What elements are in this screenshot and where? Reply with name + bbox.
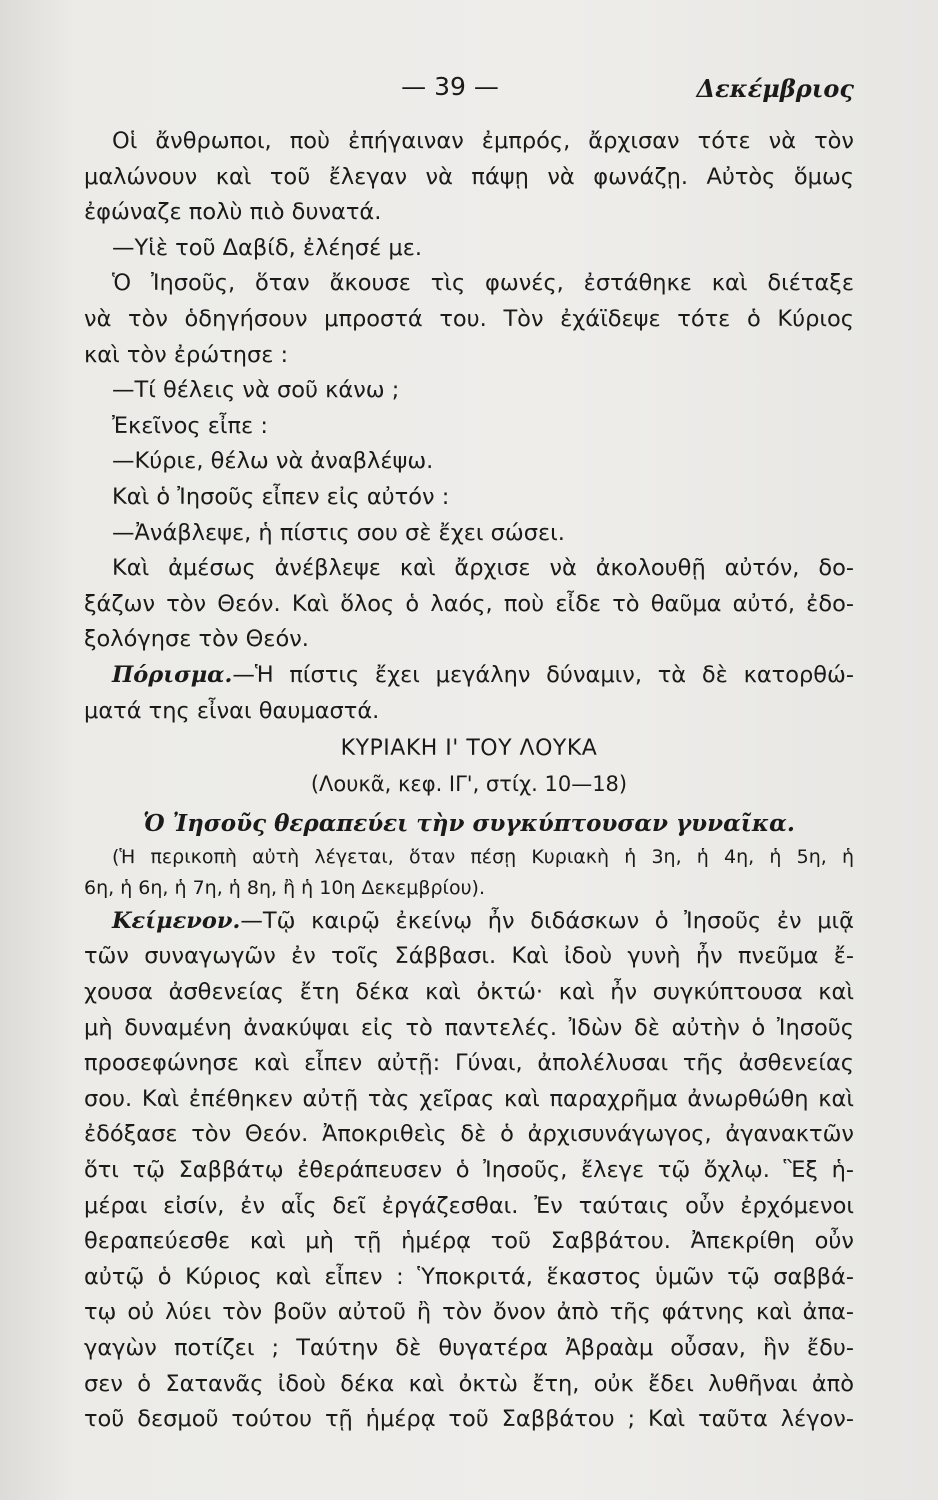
text-line: ξολόγησε τὸν Θεόν. — [84, 626, 309, 653]
scripture-line: ὅτι τῷ Σαββάτῳ ἐθεράπευσεν ὁ Ἰησοῦς, ἔλεγε τῷ ὄχλῳ. Ἓξ ἡ- — [84, 1157, 854, 1184]
text-line: Οἱ ἄνθρωποι, ποὺ ἐπήγαιναν ἐμπρός, ἄρχισαν τότε νὰ τὸν — [112, 128, 854, 154]
scripture-line: τῳ οὐ λύει τὸν βοῦν αὐτοῦ ἢ τὸν ὄνον ἀπὸ τῆς φάτνης καὶ ἀπα- — [84, 1299, 854, 1326]
scripture-label: Κείμενον. — [112, 907, 241, 934]
dialogue-line: —Κύριε, θέλω νὰ ἀναβλέψω. — [112, 448, 434, 475]
text-line: Καὶ ἀμέσως ἀνέβλεψε καὶ ἄρχισε νὰ ἀκολουθῇ αὐτόν, δο- — [112, 555, 854, 582]
scripture-text: —Τῷ καιρῷ ἐκείνῳ ἦν διδάσκων ὁ Ἰησοῦς ἐν μιᾷ — [240, 907, 854, 934]
scripture-reference: (Λουκᾶ, κεφ. ΙΓ', στίχ. 10—18) — [310, 771, 628, 796]
text-line: μαλώνουν καὶ τοῦ ἔλεγαν νὰ πάψῃ νὰ φωνάζῃ. Αὐτὸς ὅμως — [84, 163, 854, 190]
section-title: Ὁ Ἰησοῦς θεραπεύει τὴν συγκύπτουσαν γυναῖκα. — [143, 810, 795, 838]
text-line: ξάζων τὸν Θεόν. Καὶ ὅλος ὁ λαός, ποὺ εἶδε τὸ θαῦμα αὐτό, ἐδο- — [84, 590, 854, 617]
page-header — [0, 72, 938, 112]
scripture-line — [84, 904, 854, 940]
text-line: Καὶ ὁ Ἰησοῦς εἶπεν εἰς αὐτόν : — [112, 483, 450, 510]
text-line: ματά της εἶναι θαυμαστά. — [84, 697, 380, 724]
scripture-line: σου. Καὶ ἐπέθηκεν αὐτῇ τὰς χεῖρας καὶ παραχρῆμα ἀνωρθώθη καὶ — [84, 1085, 854, 1112]
note-line: 6η, ἡ 6η, ἡ 7η, ἡ 8η, ἢ ἡ 10η Δεκεμβρίου). — [84, 876, 486, 899]
scripture-line: προσεφώνησε καὶ εἶπεν αὐτῇ: Γύναι, ἀπολέλυσαι τῆς ἀσθενείας — [84, 1050, 854, 1077]
scripture-line: μὴ δυναμένη ἀνακύψαι εἰς τὸ παντελές. Ἰδὼν δὲ αὐτὴν ὁ Ἰησοῦς — [84, 1014, 854, 1041]
scripture-line: χουσα ἀσθενείας ἔτη δέκα καὶ ὀκτώ· καὶ ἦν συγκύπτουσα καὶ — [84, 979, 854, 1006]
section-heading: ΚΥΡΙΑΚΗ Ι' ΤΟΥ ΛΟΥΚΑ — [340, 736, 598, 762]
page-number: — 39 — — [401, 72, 499, 101]
corollary-text: —Ἡ πίστις ἔχει μεγάλην δύναμιν, τὰ δὲ κατορθώ- — [232, 661, 854, 688]
text-line: Ὁ Ἰησοῦς, ὅταν ἄκουσε τὶς φωνές, ἐστάθηκε καὶ διέταξε — [112, 270, 854, 297]
text-line: Ἐκεῖνος εἶπε : — [112, 412, 268, 439]
running-head-month: Δεκέμβριος — [696, 74, 854, 103]
scripture-line: τῶν συναγωγῶν ἐν τοῖς Σάββασι. Καὶ ἰδοὺ γυνὴ ἦν πνεῦμα ἔ- — [84, 943, 854, 970]
dialogue-line: —Υἱὲ τοῦ Δαβίδ, ἐλέησέ με. — [112, 234, 423, 261]
scripture-line: σεν ὁ Σατανᾶς ἰδοὺ δέκα καὶ ὀκτὼ ἔτη, οὐκ ἔδει λυθῆναι ἀπὸ — [84, 1370, 854, 1397]
scripture-line: αὐτῷ ὁ Κύριος καὶ εἶπεν : Ὑποκριτά, ἕκαστος ὑμῶν τῷ σαββά- — [84, 1263, 854, 1290]
scripture-line: ἐδόξασε τὸν Θεόν. Ἀποκριθεὶς δὲ ὁ ἀρχισυνάγωγος, ἀγανακτῶν — [84, 1121, 854, 1148]
scripture-line: θεραπεύεσθε καὶ μὴ τῇ ἡμέρᾳ τοῦ Σαββάτου. Ἀπεκρίθη οὖν — [84, 1228, 854, 1255]
text-line: καὶ τὸν ἐρώτησε : — [84, 341, 289, 368]
corollary-line — [84, 658, 854, 694]
dialogue-line: —Τί θέλεις νὰ σοῦ κάνω ; — [112, 377, 400, 404]
corollary-label: Πόρισμα. — [112, 661, 233, 688]
text-line: ἐφώναζε πολὺ πιὸ δυνατά. — [84, 199, 382, 226]
text-line: νὰ τὸν ὁδηγήσουν μπροστά του. Τὸν ἐχάϊδεψε τότε ὁ Κύριος — [84, 305, 854, 332]
scripture-line: μέραι εἰσίν, ἐν αἷς δεῖ ἐργάζεσθαι. Ἐν ταύταις οὖν ἐρχόμενοι — [84, 1192, 854, 1219]
scripture-line: γαγὼν ποτίζει ; Ταύτην δὲ θυγατέρα Ἀβραὰμ οὖσαν, ἣν ἔδυ- — [84, 1335, 854, 1361]
dialogue-line: —Ἀνάβλεψε, ἡ πίστις σου σὲ ἔχει σώσει. — [112, 519, 565, 546]
page-text — [84, 124, 854, 1438]
note-line: (Ἡ περικοπὴ αὐτὴ λέγεται, ὅταν πέσῃ Κυριακὴ ἡ 3η, ἡ 4η, ἡ 5η, ἡ — [112, 845, 854, 868]
scripture-line: τοῦ δεσμοῦ τούτου τῇ ἡμέρᾳ τοῦ Σαββάτου ; Καὶ ταῦτα λέγον- — [84, 1406, 854, 1433]
